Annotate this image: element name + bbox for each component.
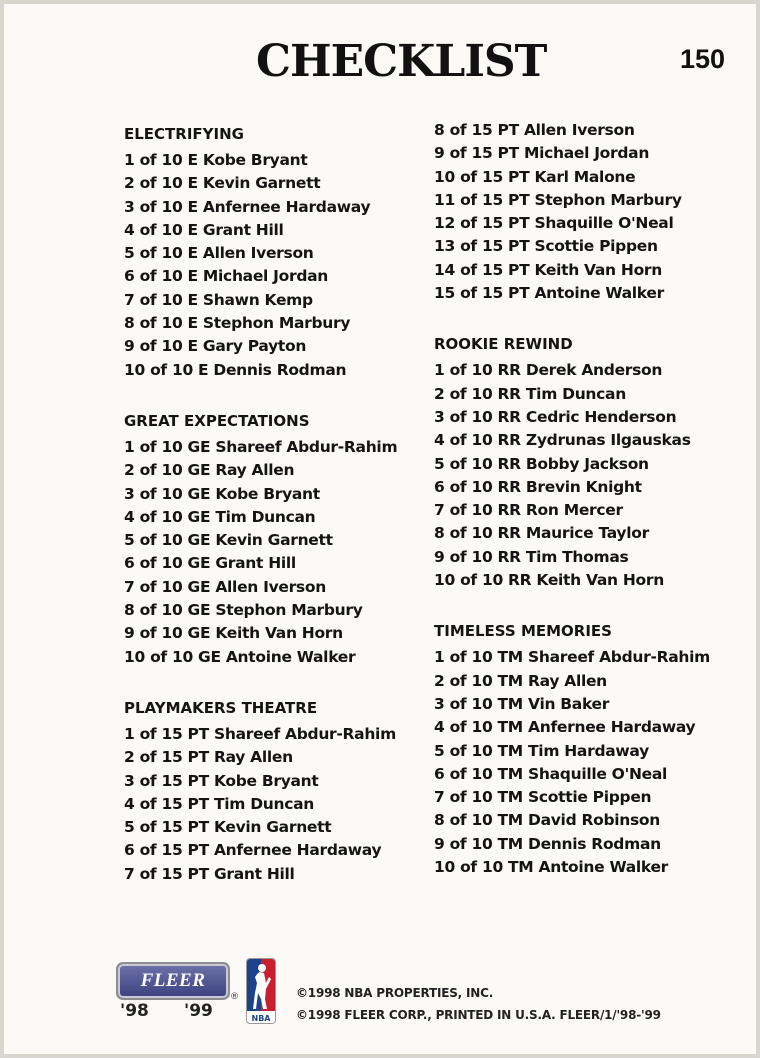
checklist-entry: 10 of 10 GE Antoine Walker <box>124 647 356 666</box>
checklist-entry: 3 of 10 TM Vin Baker <box>434 694 610 713</box>
checklist-section <box>124 406 424 669</box>
checklist-entry: 2 of 10 E Kevin Garnett <box>124 174 321 193</box>
checklist-entry: 5 of 10 TM Tim Hardaway <box>434 741 649 760</box>
checklist-entry: 4 of 10 E Grant Hill <box>124 220 284 239</box>
section-heading: TIMELESS MEMORIES <box>434 622 612 641</box>
section-gap <box>434 305 744 329</box>
checklist-entry: 13 of 15 PT Scottie Pippen <box>434 237 658 256</box>
fleer-logo <box>116 962 230 1000</box>
copyright-nba: ©1998 NBA PROPERTIES, INC. <box>296 986 494 1000</box>
checklist-entry: 1 of 10 E Kobe Bryant <box>124 151 308 169</box>
checklist-entry: 2 of 10 RR Tim Duncan <box>434 384 626 403</box>
checklist-entry: 8 of 15 PT Allen Iverson <box>434 121 635 139</box>
checklist-entry: 2 of 15 PT Ray Allen <box>124 748 293 767</box>
checklist-section <box>434 329 744 592</box>
left-column <box>124 119 424 886</box>
checklist-entry: 3 of 10 E Anfernee Hardaway <box>124 197 371 216</box>
checklist-entry: 8 of 10 TM David Robinson <box>434 811 660 830</box>
section-heading: GREAT EXPECTATIONS <box>124 411 310 430</box>
checklist-entry: 4 of 10 RR Zydrunas Ilgauskas <box>434 431 691 450</box>
checklist-entry: 1 of 15 PT Shareef Abdur-Rahim <box>124 724 396 743</box>
checklist-entry: 8 of 10 GE Stephon Marbury <box>124 601 363 620</box>
checklist-entry: 15 of 15 PT Antoine Walker <box>434 284 664 303</box>
checklist-entry: 6 of 10 TM Shaquille O'Neal <box>434 764 668 783</box>
checklist-entry: 9 of 10 E Gary Payton <box>124 337 307 356</box>
checklist-entry: 1 of 10 RR Derek Anderson <box>434 361 663 380</box>
checklist-entry: 5 of 15 PT Kevin Garnett <box>124 818 332 837</box>
checklist-entry: 3 of 10 GE Kobe Bryant <box>124 484 320 503</box>
checklist-entry: 7 of 10 GE Allen Iverson <box>124 577 326 596</box>
checklist-entry: 5 of 10 GE Kevin Garnett <box>124 531 333 550</box>
checklist-entry: 2 of 10 GE Ray Allen <box>124 461 295 480</box>
checklist-entry: 6 of 10 GE Grant Hill <box>124 554 296 573</box>
checklist-entry: 7 of 15 PT Grant Hill <box>124 864 295 883</box>
section-gap <box>124 669 424 693</box>
checklist-entry: 12 of 15 PT Shaquille O'Neal <box>434 214 674 233</box>
checklist-entry: 10 of 15 PT Karl Malone <box>434 167 636 186</box>
page-title: CHECKLIST <box>256 36 547 87</box>
checklist-entry: 1 of 10 TM Shareef Abdur-Rahim <box>434 648 710 667</box>
section-gap <box>434 592 744 616</box>
season-end: '99 <box>184 1001 213 1021</box>
section-heading: ELECTRIFYING <box>124 125 244 143</box>
checklist-entry: 7 of 10 E Shawn Kemp <box>124 290 313 309</box>
checklist-entry: 6 of 10 E Michael Jordan <box>124 267 329 286</box>
checklist-section <box>434 616 744 879</box>
checklist-entry: 6 of 10 RR Brevin Knight <box>434 477 642 496</box>
checklist-entry: 1 of 10 GE Shareef Abdur-Rahim <box>124 437 398 456</box>
nba-logo-text: NBA <box>251 1014 271 1023</box>
checklist-entry: 9 of 10 GE Keith Van Horn <box>124 624 343 643</box>
checklist-entry: 4 of 10 GE Tim Duncan <box>124 507 316 526</box>
registered-mark: ® <box>230 992 239 1002</box>
checklist-entry: 5 of 10 RR Bobby Jackson <box>434 454 649 473</box>
checklist-entry: 5 of 10 E Allen Iverson <box>124 244 314 263</box>
footer <box>4 954 756 1044</box>
season-start: '98 <box>120 1001 149 1021</box>
checklist-section <box>124 119 424 382</box>
right-column <box>434 119 744 879</box>
checklist-entry: 8 of 10 E Stephon Marbury <box>124 314 351 333</box>
checklist-card <box>4 4 756 1054</box>
checklist-entry: 8 of 10 RR Maurice Taylor <box>434 524 649 543</box>
checklist-entry: 7 of 10 RR Ron Mercer <box>434 501 623 520</box>
checklist-entry: 3 of 15 PT Kobe Bryant <box>124 771 319 790</box>
copyright-fleer: ©1998 FLEER CORP., PRINTED IN U.S.A. FLEER/1/'98-'99 <box>296 1008 661 1022</box>
checklist-entry: 10 of 10 E Dennis Rodman <box>124 360 347 379</box>
checklist-entry: 4 of 10 TM Anfernee Hardaway <box>434 718 696 737</box>
checklist-entry: 9 of 15 PT Michael Jordan <box>434 144 650 163</box>
section-heading: PLAYMAKERS THEATRE <box>124 698 318 717</box>
checklist-entry: 7 of 10 TM Scottie Pippen <box>434 788 652 807</box>
checklist-section <box>124 693 424 886</box>
nba-logo-icon <box>246 958 276 1024</box>
section-heading: ROOKIE REWIND <box>434 335 573 354</box>
fleer-brand-text: FLEER <box>140 970 206 991</box>
checklist-entry: 2 of 10 TM Ray Allen <box>434 671 607 690</box>
checklist-entry: 9 of 10 RR Tim Thomas <box>434 547 629 566</box>
card-number: 150 <box>680 44 726 74</box>
checklist-entry: 10 of 10 RR Keith Van Horn <box>434 571 664 590</box>
checklist-entry: 3 of 10 RR Cedric Henderson <box>434 407 677 426</box>
checklist-section <box>434 119 744 305</box>
checklist-entry: 4 of 15 PT Tim Duncan <box>124 794 315 813</box>
checklist-entry: 11 of 15 PT Stephon Marbury <box>434 190 682 209</box>
checklist-entry: 10 of 10 TM Antoine Walker <box>434 858 669 877</box>
checklist-entry: 9 of 10 TM Dennis Rodman <box>434 834 661 853</box>
section-gap <box>124 382 424 406</box>
checklist-entry: 14 of 15 PT Keith Van Horn <box>434 260 662 279</box>
checklist-entry: 6 of 15 PT Anfernee Hardaway <box>124 841 382 860</box>
